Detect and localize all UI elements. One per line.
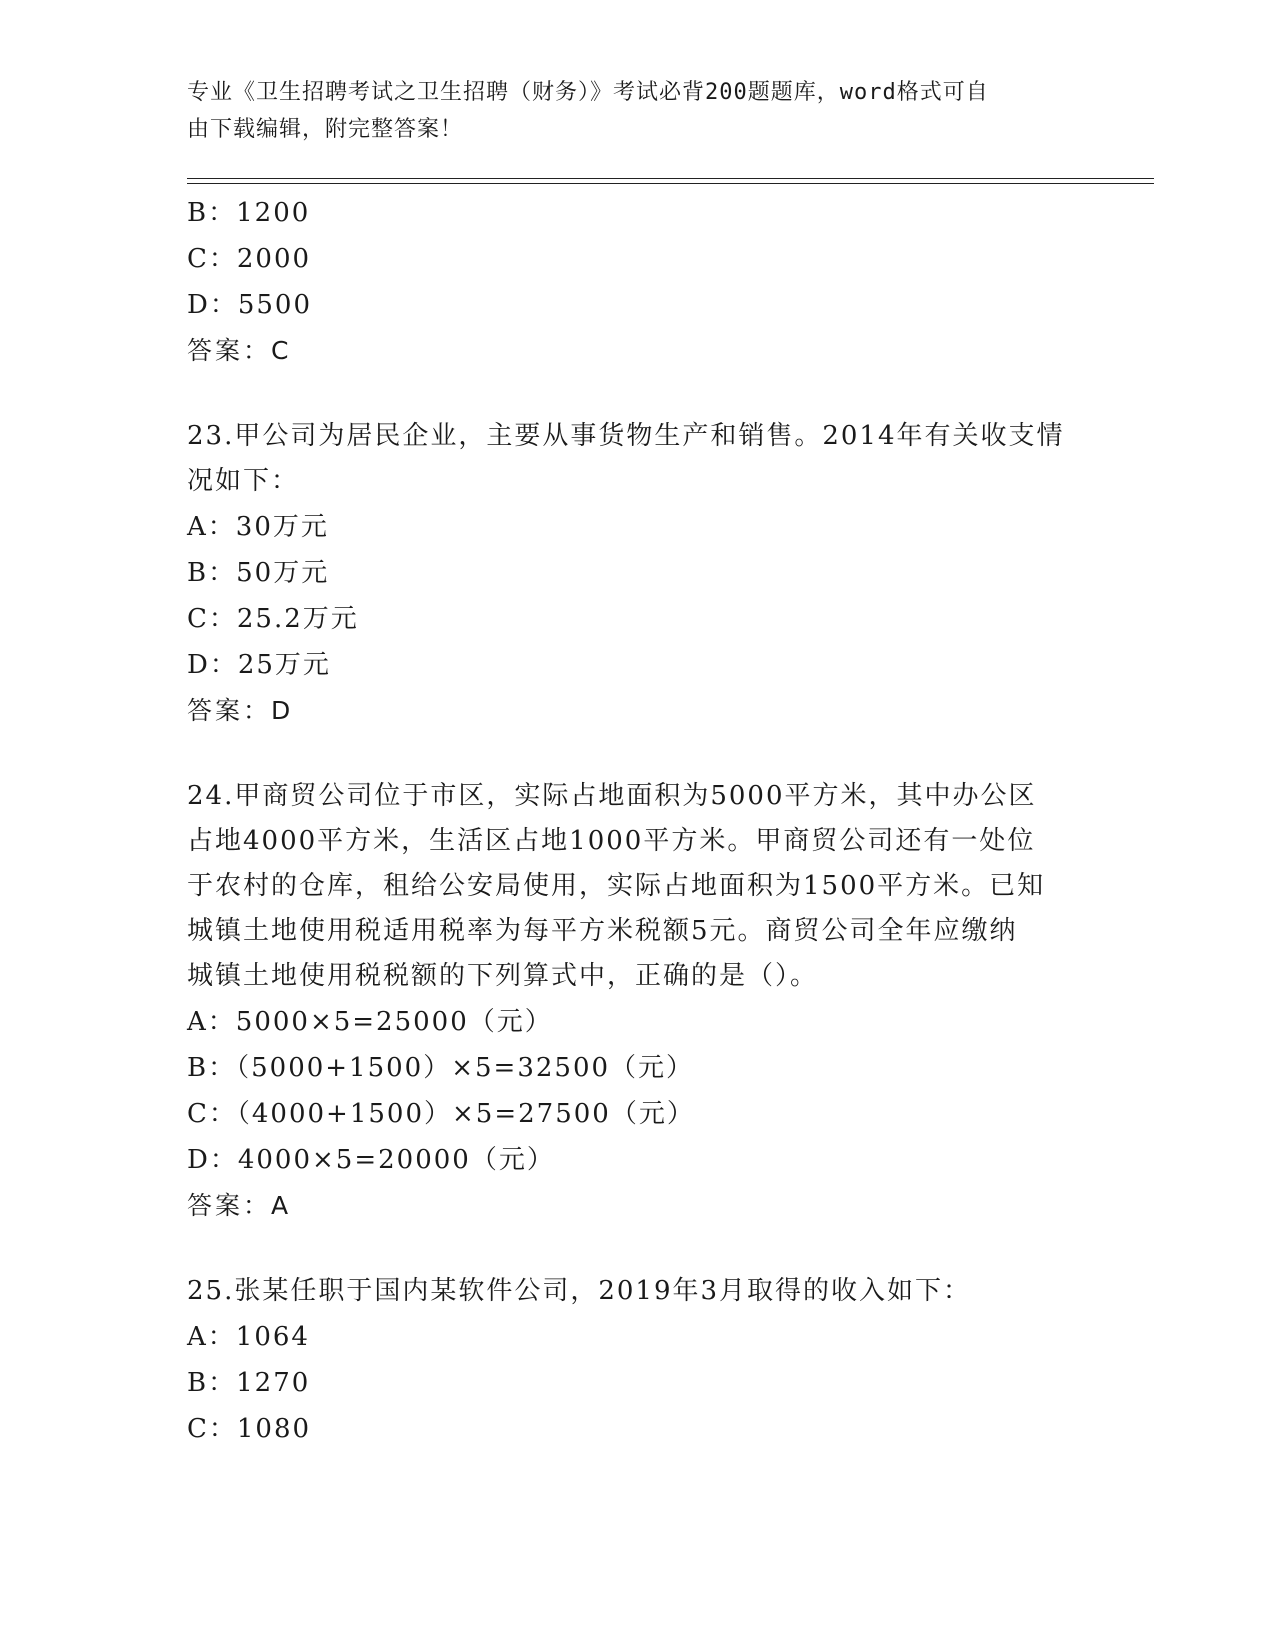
- question-list: [187, 190, 1087, 1452]
- option-a: A：5000×5=25000（元）: [187, 1007, 553, 1037]
- option-d: D：25万元: [187, 650, 331, 680]
- option-b: B：50万元: [187, 558, 330, 588]
- option-b: B：（5000+1500）×5=32500（元）: [187, 1053, 695, 1083]
- option-d: D：4000×5=20000（元）: [187, 1145, 555, 1175]
- page-header: [187, 74, 1067, 148]
- stem-line: 于农村的仓库，租给公安局使用，实际占地面积为1500平方米。已知: [187, 871, 1046, 901]
- question-25: [187, 1269, 1087, 1452]
- option-c: C：25.2万元: [187, 604, 359, 634]
- header-line-1: 专业《卫生招聘考试之卫生招聘（财务）》考试必背200题题库，word格式可自: [187, 80, 989, 105]
- answer-line: 答案：C: [187, 336, 292, 365]
- stem-line: 城镇土地使用税税额的下列算式中，正确的是（）。: [187, 961, 819, 991]
- stem-line: 况如下：: [187, 466, 300, 496]
- stem-line: 占地4000平方米，生活区占地1000平方米。甲商贸公司还有一处位: [187, 826, 1036, 856]
- option-b: B：1270: [187, 1368, 311, 1398]
- question-stem: [187, 774, 1087, 999]
- question-stem: [187, 414, 1087, 504]
- option-a: A：1064: [187, 1322, 310, 1352]
- header-line-2: 由下载编辑，附完整答案！: [187, 117, 464, 142]
- question-23: [187, 414, 1087, 734]
- option-c: C：1080: [187, 1414, 312, 1444]
- stem-line: 25.张某任职于国内某软件公司，2019年3月取得的收入如下：: [187, 1276, 972, 1306]
- option-a: A：30万元: [187, 512, 329, 542]
- question-24: [187, 774, 1087, 1229]
- stem-line: 24.甲商贸公司位于市区，实际占地面积为5000平方米，其中办公区: [187, 781, 1037, 811]
- stem-line: 23.甲公司为居民企业，主要从事货物生产和销售。2014年有关收支情: [187, 421, 1065, 451]
- question-stem: [187, 1269, 1087, 1314]
- answer-line: 答案：A: [187, 1191, 292, 1220]
- option-c: C：（4000+1500）×5=27500（元）: [187, 1099, 695, 1129]
- option-c: C：2000: [187, 244, 312, 274]
- option-b: B：1200: [187, 198, 311, 228]
- stem-line: 城镇土地使用税适用税率为每平方米税额5元。商贸公司全年应缴纳: [187, 916, 1018, 946]
- answer-line: 答案：D: [187, 696, 294, 725]
- question-22-tail: [187, 190, 1087, 374]
- option-d: D：5500: [187, 290, 313, 320]
- header-divider-top: [187, 178, 1154, 179]
- header-divider-bottom: [187, 183, 1154, 184]
